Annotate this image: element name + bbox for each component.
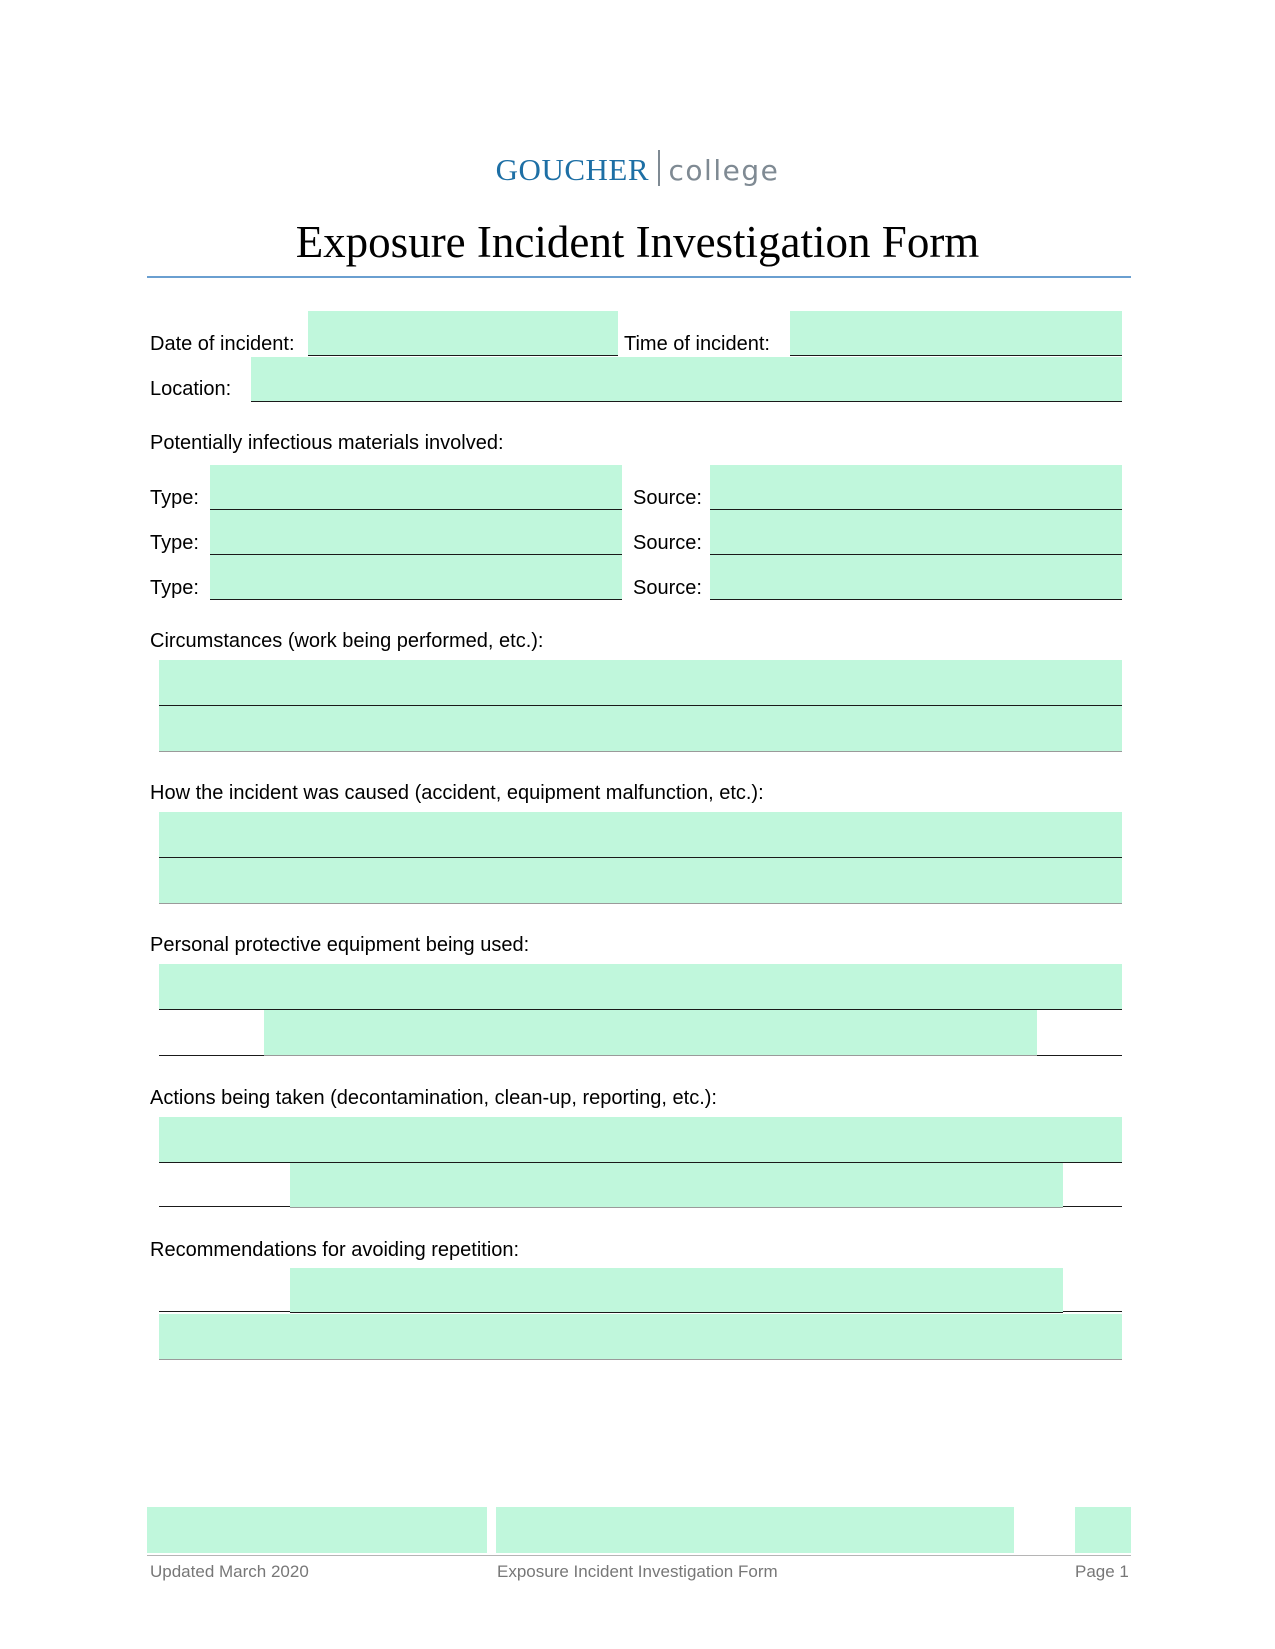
logo-wordmark: GOUCHER (495, 152, 650, 187)
materials-heading: Potentially infectious materials involved: (150, 432, 504, 454)
actions-field-2[interactable] (290, 1163, 1063, 1208)
recommendations-field-1[interactable] (290, 1268, 1063, 1313)
cause-field-1[interactable] (159, 812, 1122, 858)
source-label-1: Source: (633, 487, 702, 509)
footer-field-center[interactable] (496, 1507, 1014, 1553)
type-label-1: Type: (150, 487, 199, 509)
time-label: Time of incident: (624, 333, 770, 355)
cause-field-2[interactable] (159, 858, 1122, 904)
footer-field-right[interactable] (1075, 1507, 1131, 1553)
footer-field-left[interactable] (147, 1507, 487, 1553)
footer-divider (147, 1555, 1131, 1556)
time-field[interactable] (790, 311, 1122, 356)
date-field[interactable] (308, 311, 618, 356)
footer-form-name: Exposure Incident Investigation Form (497, 1562, 778, 1581)
location-field[interactable] (251, 357, 1122, 402)
date-label: Date of incident: (150, 333, 295, 355)
circumstances-label: Circumstances (work being performed, etc.): (150, 630, 544, 652)
footer-updated: Updated March 2020 (150, 1562, 309, 1581)
ppe-field-2[interactable] (264, 1010, 1037, 1056)
title-divider (147, 276, 1131, 278)
cause-label: How the incident was caused (accident, equipment malfunction, etc.): (150, 782, 764, 804)
actions-field-1[interactable] (159, 1117, 1122, 1163)
source-label-3: Source: (633, 577, 702, 599)
recommendations-field-2[interactable] (159, 1314, 1122, 1360)
logo-divider (658, 150, 660, 186)
source-label-2: Source: (633, 532, 702, 554)
source-field-3[interactable] (710, 555, 1122, 600)
circumstances-field-1[interactable] (159, 660, 1122, 706)
type-label-2: Type: (150, 532, 199, 554)
actions-label: Actions being taken (decontamination, clean-up, reporting, etc.): (150, 1087, 717, 1109)
type-field-1[interactable] (210, 465, 622, 510)
location-label: Location: (150, 378, 232, 400)
ppe-label: Personal protective equipment being used: (150, 934, 530, 956)
recommendations-label: Recommendations for avoiding repetition: (150, 1239, 520, 1261)
logo-subtext: college (668, 154, 780, 187)
college-logo (0, 150, 1275, 188)
source-field-1[interactable] (710, 465, 1122, 510)
type-label-3: Type: (150, 577, 199, 599)
source-field-2[interactable] (710, 510, 1122, 555)
circumstances-field-2[interactable] (159, 706, 1122, 752)
type-field-2[interactable] (210, 510, 622, 555)
ppe-field-1[interactable] (159, 964, 1122, 1010)
page-title: Exposure Incident Investigation Form (295, 217, 980, 267)
type-field-3[interactable] (210, 555, 622, 600)
footer-page-number: Page 1 (1075, 1562, 1129, 1581)
